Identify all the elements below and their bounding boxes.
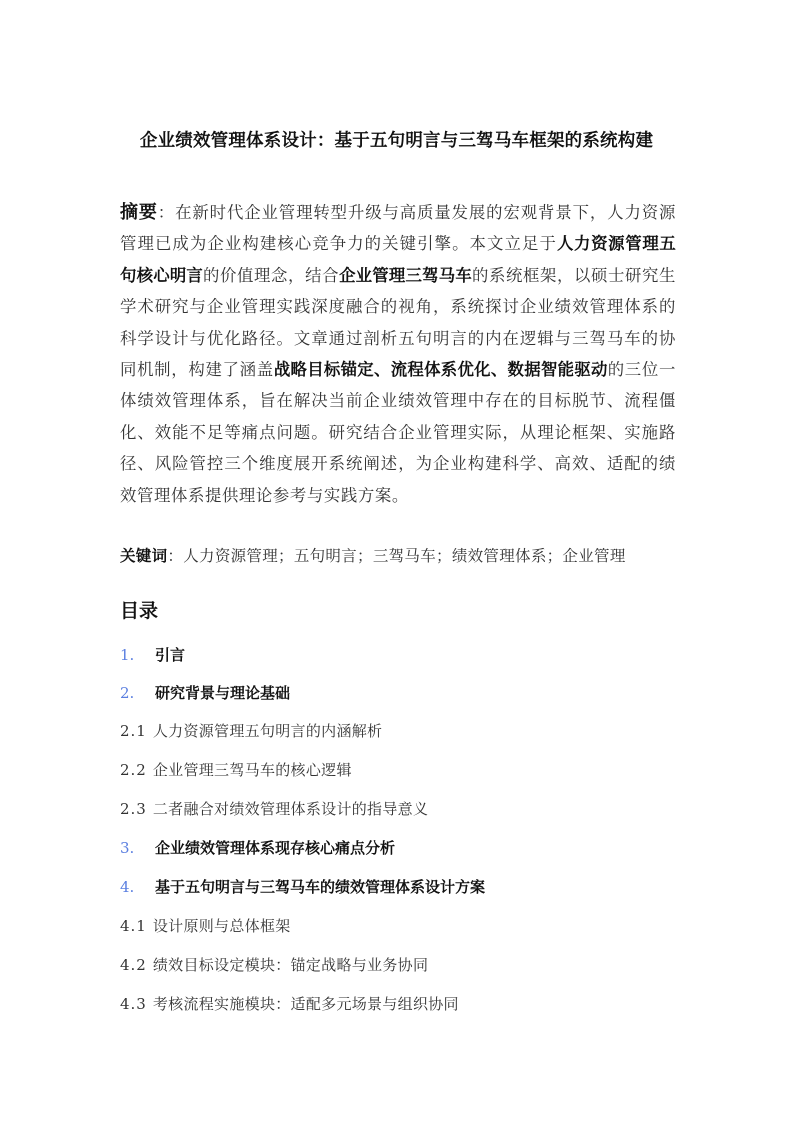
toc-item[interactable] bbox=[120, 797, 428, 821]
toc-item[interactable] bbox=[120, 836, 395, 860]
keywords-colon: ： bbox=[167, 547, 184, 565]
toc-item-number: 2. bbox=[120, 684, 135, 702]
abstract-body bbox=[120, 203, 676, 505]
toc-item-label: 研究背景与理论基础 bbox=[155, 684, 291, 702]
toc-item-number: 2.2 bbox=[120, 761, 147, 779]
toc-item[interactable] bbox=[120, 643, 185, 667]
toc-item-label: 基于五句明言与三驾马车的绩效管理体系设计方案 bbox=[155, 878, 486, 896]
abstract-paragraph bbox=[120, 197, 676, 511]
toc-item[interactable] bbox=[120, 719, 382, 743]
abstract-label: 摘要 bbox=[120, 202, 158, 223]
toc-item-number: 4.1 bbox=[120, 917, 147, 935]
toc-item-number: 4.3 bbox=[120, 995, 147, 1013]
toc-item[interactable] bbox=[120, 875, 485, 899]
abstract-text: 在新时代企业管理转型升级与高质量发展的宏观背景下，人力资源管理已成为企业构建核心竞争力的关键引擎。本文立足于 bbox=[120, 203, 677, 254]
toc-item-number: 1. bbox=[120, 646, 135, 664]
abstract-emphasis: 人力资源管理五句核心明言 bbox=[120, 234, 676, 285]
document-title: 企业绩效管理体系设计：基于五句明言与三驾马车框架的系统构建 bbox=[139, 131, 654, 151]
keywords-label: 关键词 bbox=[120, 547, 168, 565]
toc-item[interactable] bbox=[120, 953, 428, 977]
toc-item-label: 企业管理三驾马车的核心逻辑 bbox=[152, 761, 352, 779]
toc-item-label: 二者融合对绩效管理体系设计的指导意义 bbox=[152, 800, 429, 818]
keywords-text: 人力资源管理；五句明言；三驾马车；绩效管理体系；企业管理 bbox=[183, 547, 626, 565]
toc-item-label: 绩效目标设定模块：锚定战略与业务协同 bbox=[152, 956, 429, 974]
toc-item-label: 考核流程实施模块：适配多元场景与组织协同 bbox=[152, 995, 459, 1013]
keywords-line bbox=[120, 543, 680, 569]
toc-item[interactable] bbox=[120, 914, 291, 938]
toc-item[interactable] bbox=[120, 758, 352, 782]
toc-item-number: 3. bbox=[120, 839, 135, 857]
abstract-colon: ： bbox=[157, 203, 176, 222]
toc-item-number: 4. bbox=[120, 878, 135, 896]
toc-item-number: 2.1 bbox=[120, 722, 147, 740]
abstract-text: 的系统框架，以硕士研究生学术研究与企业管理实践深度融合的视角，系统探讨企业绩效管理体系的科学设计与优化路径。文章通过剖析五句明言的内在逻辑与三驾马车的协同机制，构建了涵盖 bbox=[120, 265, 676, 380]
toc-item-number: 2.3 bbox=[120, 800, 147, 818]
abstract-text: 的价值理念，结合 bbox=[203, 265, 340, 285]
toc-item[interactable] bbox=[120, 992, 459, 1016]
toc-title: 目录 bbox=[120, 600, 159, 622]
toc-item-number: 4.2 bbox=[120, 956, 147, 974]
abstract-text: 的三位一体绩效管理体系，旨在解决当前企业绩效管理中存在的目标脱节、流程僵化、效能不足等痛点问题。研究结合企业管理实际，从理论框架、实施路径、风险管控三个维度展开系统阐述，为企业构建科学、高效、适配的绩效管理体系提供理论参考与实践方案。 bbox=[120, 360, 676, 505]
abstract-emphasis: 战略目标锚定、流程体系优化、数据智能驱动 bbox=[273, 360, 608, 380]
abstract-emphasis: 企业管理三驾马车 bbox=[339, 265, 472, 285]
toc-item[interactable] bbox=[120, 681, 290, 705]
toc-item-label: 引言 bbox=[155, 646, 186, 664]
toc-item-label: 人力资源管理五句明言的内涵解析 bbox=[152, 722, 383, 740]
toc-item-label: 企业绩效管理体系现存核心痛点分析 bbox=[155, 839, 396, 857]
toc-item-label: 设计原则与总体框架 bbox=[152, 917, 291, 935]
